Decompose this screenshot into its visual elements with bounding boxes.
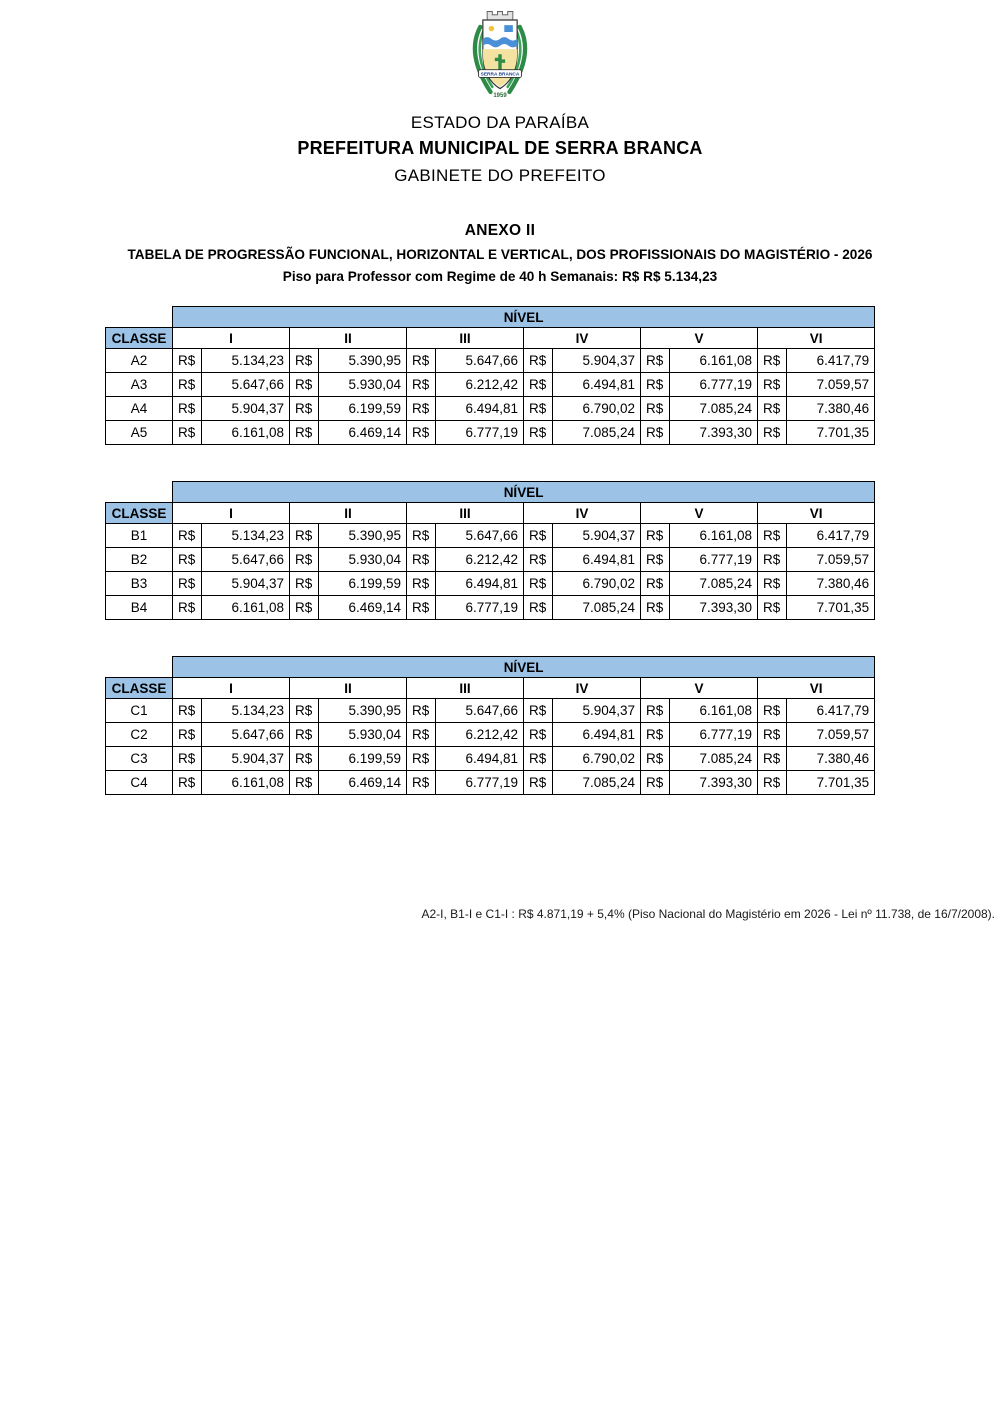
value-cell: 5.647,66 — [436, 349, 524, 373]
value-cell: 7.380,46 — [787, 747, 875, 771]
currency-cell: R$ — [758, 572, 787, 596]
value-cell: 6.494,81 — [436, 397, 524, 421]
value-cell: 7.059,57 — [787, 373, 875, 397]
currency-cell: R$ — [290, 572, 319, 596]
value-cell: 7.380,46 — [787, 397, 875, 421]
sun-emblem — [489, 26, 494, 31]
value-cell: 7.085,24 — [670, 747, 758, 771]
currency-cell: R$ — [173, 771, 202, 795]
value-cell: 5.904,37 — [553, 699, 641, 723]
value-cell: 6.212,42 — [436, 723, 524, 747]
currency-cell: R$ — [290, 373, 319, 397]
currency-cell: R$ — [641, 548, 670, 572]
currency-cell: R$ — [173, 373, 202, 397]
currency-cell: R$ — [524, 373, 553, 397]
value-cell: 6.469,14 — [319, 421, 407, 445]
table-row — [106, 548, 875, 572]
blue-emblem — [504, 25, 513, 32]
currency-cell: R$ — [758, 596, 787, 620]
currency-cell: R$ — [407, 723, 436, 747]
level-header: I — [173, 328, 290, 349]
table-row — [106, 699, 875, 723]
value-cell: 6.777,19 — [670, 373, 758, 397]
value-cell: 6.777,19 — [436, 421, 524, 445]
nivel-header: NÍVEL — [173, 482, 875, 503]
currency-cell: R$ — [641, 771, 670, 795]
level-header: III — [407, 328, 524, 349]
base-salary-line: Piso para Professor com Regime de 40 h Semanais: R$ R$ 5.134,23 — [282, 269, 718, 284]
table-row — [106, 596, 875, 620]
currency-cell: R$ — [524, 596, 553, 620]
classe-cell: C1 — [106, 699, 173, 723]
value-cell: 6.777,19 — [436, 596, 524, 620]
value-cell: 5.904,37 — [553, 349, 641, 373]
value-cell: 6.469,14 — [319, 596, 407, 620]
classe-cell: A4 — [106, 397, 173, 421]
currency-cell: R$ — [407, 572, 436, 596]
currency-cell: R$ — [524, 572, 553, 596]
currency-cell: R$ — [290, 771, 319, 795]
classe-header: CLASSE — [106, 328, 173, 349]
table-corner-blank — [106, 657, 173, 678]
classe-cell: A2 — [106, 349, 173, 373]
currency-cell: R$ — [758, 373, 787, 397]
value-cell: 6.790,02 — [553, 572, 641, 596]
value-cell: 6.494,81 — [553, 373, 641, 397]
table-row — [106, 373, 875, 397]
value-cell: 6.494,81 — [436, 572, 524, 596]
level-header: V — [641, 328, 758, 349]
value-cell: 6.161,08 — [670, 349, 758, 373]
header-office: GABINETE DO PREFEITO — [394, 166, 606, 185]
currency-cell: R$ — [641, 699, 670, 723]
footnote: A2-I, B1-I e C1-I : R$ 4.871,19 + 5,4% (Piso Nacional do Magistério em 2026 - Lei nº 11.738, de 16/7/2008). — [421, 907, 995, 921]
value-cell: 5.930,04 — [319, 373, 407, 397]
currency-cell: R$ — [173, 596, 202, 620]
currency-cell: R$ — [173, 699, 202, 723]
currency-cell: R$ — [524, 524, 553, 548]
value-cell: 7.085,24 — [553, 421, 641, 445]
currency-cell: R$ — [524, 421, 553, 445]
level-header: IV — [524, 328, 641, 349]
currency-cell: R$ — [758, 723, 787, 747]
level-header: V — [641, 678, 758, 699]
currency-cell: R$ — [524, 548, 553, 572]
annex-title: ANEXO II — [464, 222, 536, 239]
table-row — [106, 572, 875, 596]
level-header: VI — [758, 503, 875, 524]
header-state: ESTADO DA PARAÍBA — [410, 113, 590, 132]
level-header: III — [407, 503, 524, 524]
currency-cell: R$ — [290, 349, 319, 373]
classe-cell: B1 — [106, 524, 173, 548]
currency-cell: R$ — [290, 747, 319, 771]
currency-cell: R$ — [407, 524, 436, 548]
value-cell: 5.904,37 — [202, 397, 290, 421]
value-cell: 5.134,23 — [202, 349, 290, 373]
value-cell: 5.390,95 — [319, 524, 407, 548]
classe-cell: C3 — [106, 747, 173, 771]
value-cell: 6.494,81 — [553, 548, 641, 572]
table-row — [106, 747, 875, 771]
currency-cell: R$ — [407, 747, 436, 771]
value-cell: 7.059,57 — [787, 723, 875, 747]
value-cell: 6.417,79 — [787, 349, 875, 373]
level-header: II — [290, 328, 407, 349]
header-municipality: PREFEITURA MUNICIPAL DE SERRA BRANCA — [297, 138, 703, 158]
currency-cell: R$ — [524, 699, 553, 723]
currency-cell: R$ — [407, 699, 436, 723]
value-cell: 7.085,24 — [553, 771, 641, 795]
currency-cell: R$ — [290, 548, 319, 572]
currency-cell: R$ — [641, 397, 670, 421]
currency-cell: R$ — [173, 349, 202, 373]
value-cell: 6.469,14 — [319, 771, 407, 795]
value-cell: 7.059,57 — [787, 548, 875, 572]
value-cell: 6.417,79 — [787, 524, 875, 548]
value-cell: 7.380,46 — [787, 572, 875, 596]
classe-cell: B2 — [106, 548, 173, 572]
currency-cell: R$ — [407, 548, 436, 572]
currency-cell: R$ — [641, 421, 670, 445]
currency-cell: R$ — [641, 373, 670, 397]
value-cell: 6.790,02 — [553, 397, 641, 421]
currency-cell: R$ — [173, 572, 202, 596]
value-cell: 6.790,02 — [553, 747, 641, 771]
value-cell: 7.701,35 — [787, 421, 875, 445]
value-cell: 6.199,59 — [319, 397, 407, 421]
value-cell: 7.085,24 — [670, 572, 758, 596]
value-cell: 6.777,19 — [670, 723, 758, 747]
classe-cell: C2 — [106, 723, 173, 747]
salary-table-classe-a — [105, 306, 875, 445]
table-row — [106, 771, 875, 795]
currency-cell: R$ — [524, 747, 553, 771]
level-header: III — [407, 678, 524, 699]
currency-cell: R$ — [641, 747, 670, 771]
value-cell: 7.393,30 — [670, 771, 758, 795]
value-cell: 5.647,66 — [436, 699, 524, 723]
currency-cell: R$ — [758, 548, 787, 572]
currency-cell: R$ — [290, 421, 319, 445]
table-description: TABELA DE PROGRESSÃO FUNCIONAL, HORIZONTAL E VERTICAL, DOS PROFISSIONAIS DO MAGISTÉRIO - 2026 — [127, 247, 873, 262]
currency-cell: R$ — [758, 349, 787, 373]
value-cell: 5.390,95 — [319, 699, 407, 723]
value-cell: 7.701,35 — [787, 771, 875, 795]
value-cell: 7.393,30 — [670, 596, 758, 620]
value-cell: 7.085,24 — [553, 596, 641, 620]
currency-cell: R$ — [173, 397, 202, 421]
value-cell: 6.212,42 — [436, 373, 524, 397]
level-header: VI — [758, 678, 875, 699]
value-cell: 6.161,08 — [202, 596, 290, 620]
value-cell: 6.161,08 — [202, 421, 290, 445]
value-cell: 5.390,95 — [319, 349, 407, 373]
level-header: V — [641, 503, 758, 524]
value-cell: 6.199,59 — [319, 572, 407, 596]
currency-cell: R$ — [758, 699, 787, 723]
value-cell: 6.494,81 — [553, 723, 641, 747]
classe-cell: B3 — [106, 572, 173, 596]
value-cell: 7.085,24 — [670, 397, 758, 421]
value-cell: 5.647,66 — [202, 548, 290, 572]
currency-cell: R$ — [407, 349, 436, 373]
value-cell: 6.161,08 — [670, 699, 758, 723]
currency-cell: R$ — [290, 723, 319, 747]
level-header: IV — [524, 503, 641, 524]
currency-cell: R$ — [173, 524, 202, 548]
table-row — [106, 421, 875, 445]
salary-table-classe-c — [105, 656, 875, 795]
salary-table-classe-b — [105, 481, 875, 620]
currency-cell: R$ — [173, 421, 202, 445]
value-cell: 5.904,37 — [202, 747, 290, 771]
value-cell: 6.212,42 — [436, 548, 524, 572]
table-row — [106, 349, 875, 373]
level-header: II — [290, 678, 407, 699]
currency-cell: R$ — [407, 397, 436, 421]
value-cell: 5.647,66 — [202, 723, 290, 747]
value-cell: 6.161,08 — [202, 771, 290, 795]
currency-cell: R$ — [524, 397, 553, 421]
value-cell: 5.904,37 — [553, 524, 641, 548]
currency-cell: R$ — [524, 723, 553, 747]
classe-cell: A3 — [106, 373, 173, 397]
classe-cell: C4 — [106, 771, 173, 795]
currency-cell: R$ — [173, 747, 202, 771]
value-cell: 7.701,35 — [787, 596, 875, 620]
value-cell: 6.199,59 — [319, 747, 407, 771]
nivel-header: NÍVEL — [173, 307, 875, 328]
value-cell: 5.647,66 — [202, 373, 290, 397]
banner-year: 1959 — [493, 93, 507, 100]
currency-cell: R$ — [290, 596, 319, 620]
currency-cell: R$ — [173, 548, 202, 572]
value-cell: 7.393,30 — [670, 421, 758, 445]
currency-cell: R$ — [407, 771, 436, 795]
classe-header: CLASSE — [106, 678, 173, 699]
classe-cell: B4 — [106, 596, 173, 620]
level-header: VI — [758, 328, 875, 349]
level-header: I — [173, 678, 290, 699]
title-block — [0, 222, 1000, 284]
mural-crown — [487, 11, 513, 20]
level-header: I — [173, 503, 290, 524]
value-cell: 5.904,37 — [202, 572, 290, 596]
value-cell: 6.777,19 — [670, 548, 758, 572]
table-corner-blank — [106, 307, 173, 328]
level-header: IV — [524, 678, 641, 699]
currency-cell: R$ — [290, 699, 319, 723]
currency-cell: R$ — [407, 421, 436, 445]
currency-cell: R$ — [641, 596, 670, 620]
tables-section — [105, 306, 885, 795]
currency-cell: R$ — [758, 747, 787, 771]
value-cell: 5.134,23 — [202, 699, 290, 723]
banner-text: SERRA BRANCA — [480, 72, 520, 78]
table-row — [106, 524, 875, 548]
value-cell: 5.134,23 — [202, 524, 290, 548]
value-cell: 6.417,79 — [787, 699, 875, 723]
currency-cell: R$ — [173, 723, 202, 747]
level-header: II — [290, 503, 407, 524]
classe-cell: A5 — [106, 421, 173, 445]
value-cell: 6.494,81 — [436, 747, 524, 771]
coat-of-arms-wrap — [0, 0, 1000, 109]
currency-cell: R$ — [524, 771, 553, 795]
currency-cell: R$ — [758, 771, 787, 795]
currency-cell: R$ — [290, 524, 319, 548]
currency-cell: R$ — [407, 373, 436, 397]
value-cell: 5.647,66 — [436, 524, 524, 548]
currency-cell: R$ — [524, 349, 553, 373]
currency-cell: R$ — [641, 723, 670, 747]
currency-cell: R$ — [290, 397, 319, 421]
currency-cell: R$ — [758, 524, 787, 548]
currency-cell: R$ — [407, 596, 436, 620]
city-coat-of-arms-icon — [456, 8, 544, 104]
currency-cell: R$ — [758, 421, 787, 445]
currency-cell: R$ — [641, 572, 670, 596]
classe-header: CLASSE — [106, 503, 173, 524]
table-row — [106, 397, 875, 421]
currency-cell: R$ — [641, 349, 670, 373]
nivel-header: NÍVEL — [173, 657, 875, 678]
table-corner-blank — [106, 482, 173, 503]
value-cell: 5.930,04 — [319, 548, 407, 572]
currency-cell: R$ — [758, 397, 787, 421]
value-cell: 6.777,19 — [436, 771, 524, 795]
value-cell: 6.161,08 — [670, 524, 758, 548]
table-row — [106, 723, 875, 747]
value-cell: 5.930,04 — [319, 723, 407, 747]
currency-cell: R$ — [641, 524, 670, 548]
